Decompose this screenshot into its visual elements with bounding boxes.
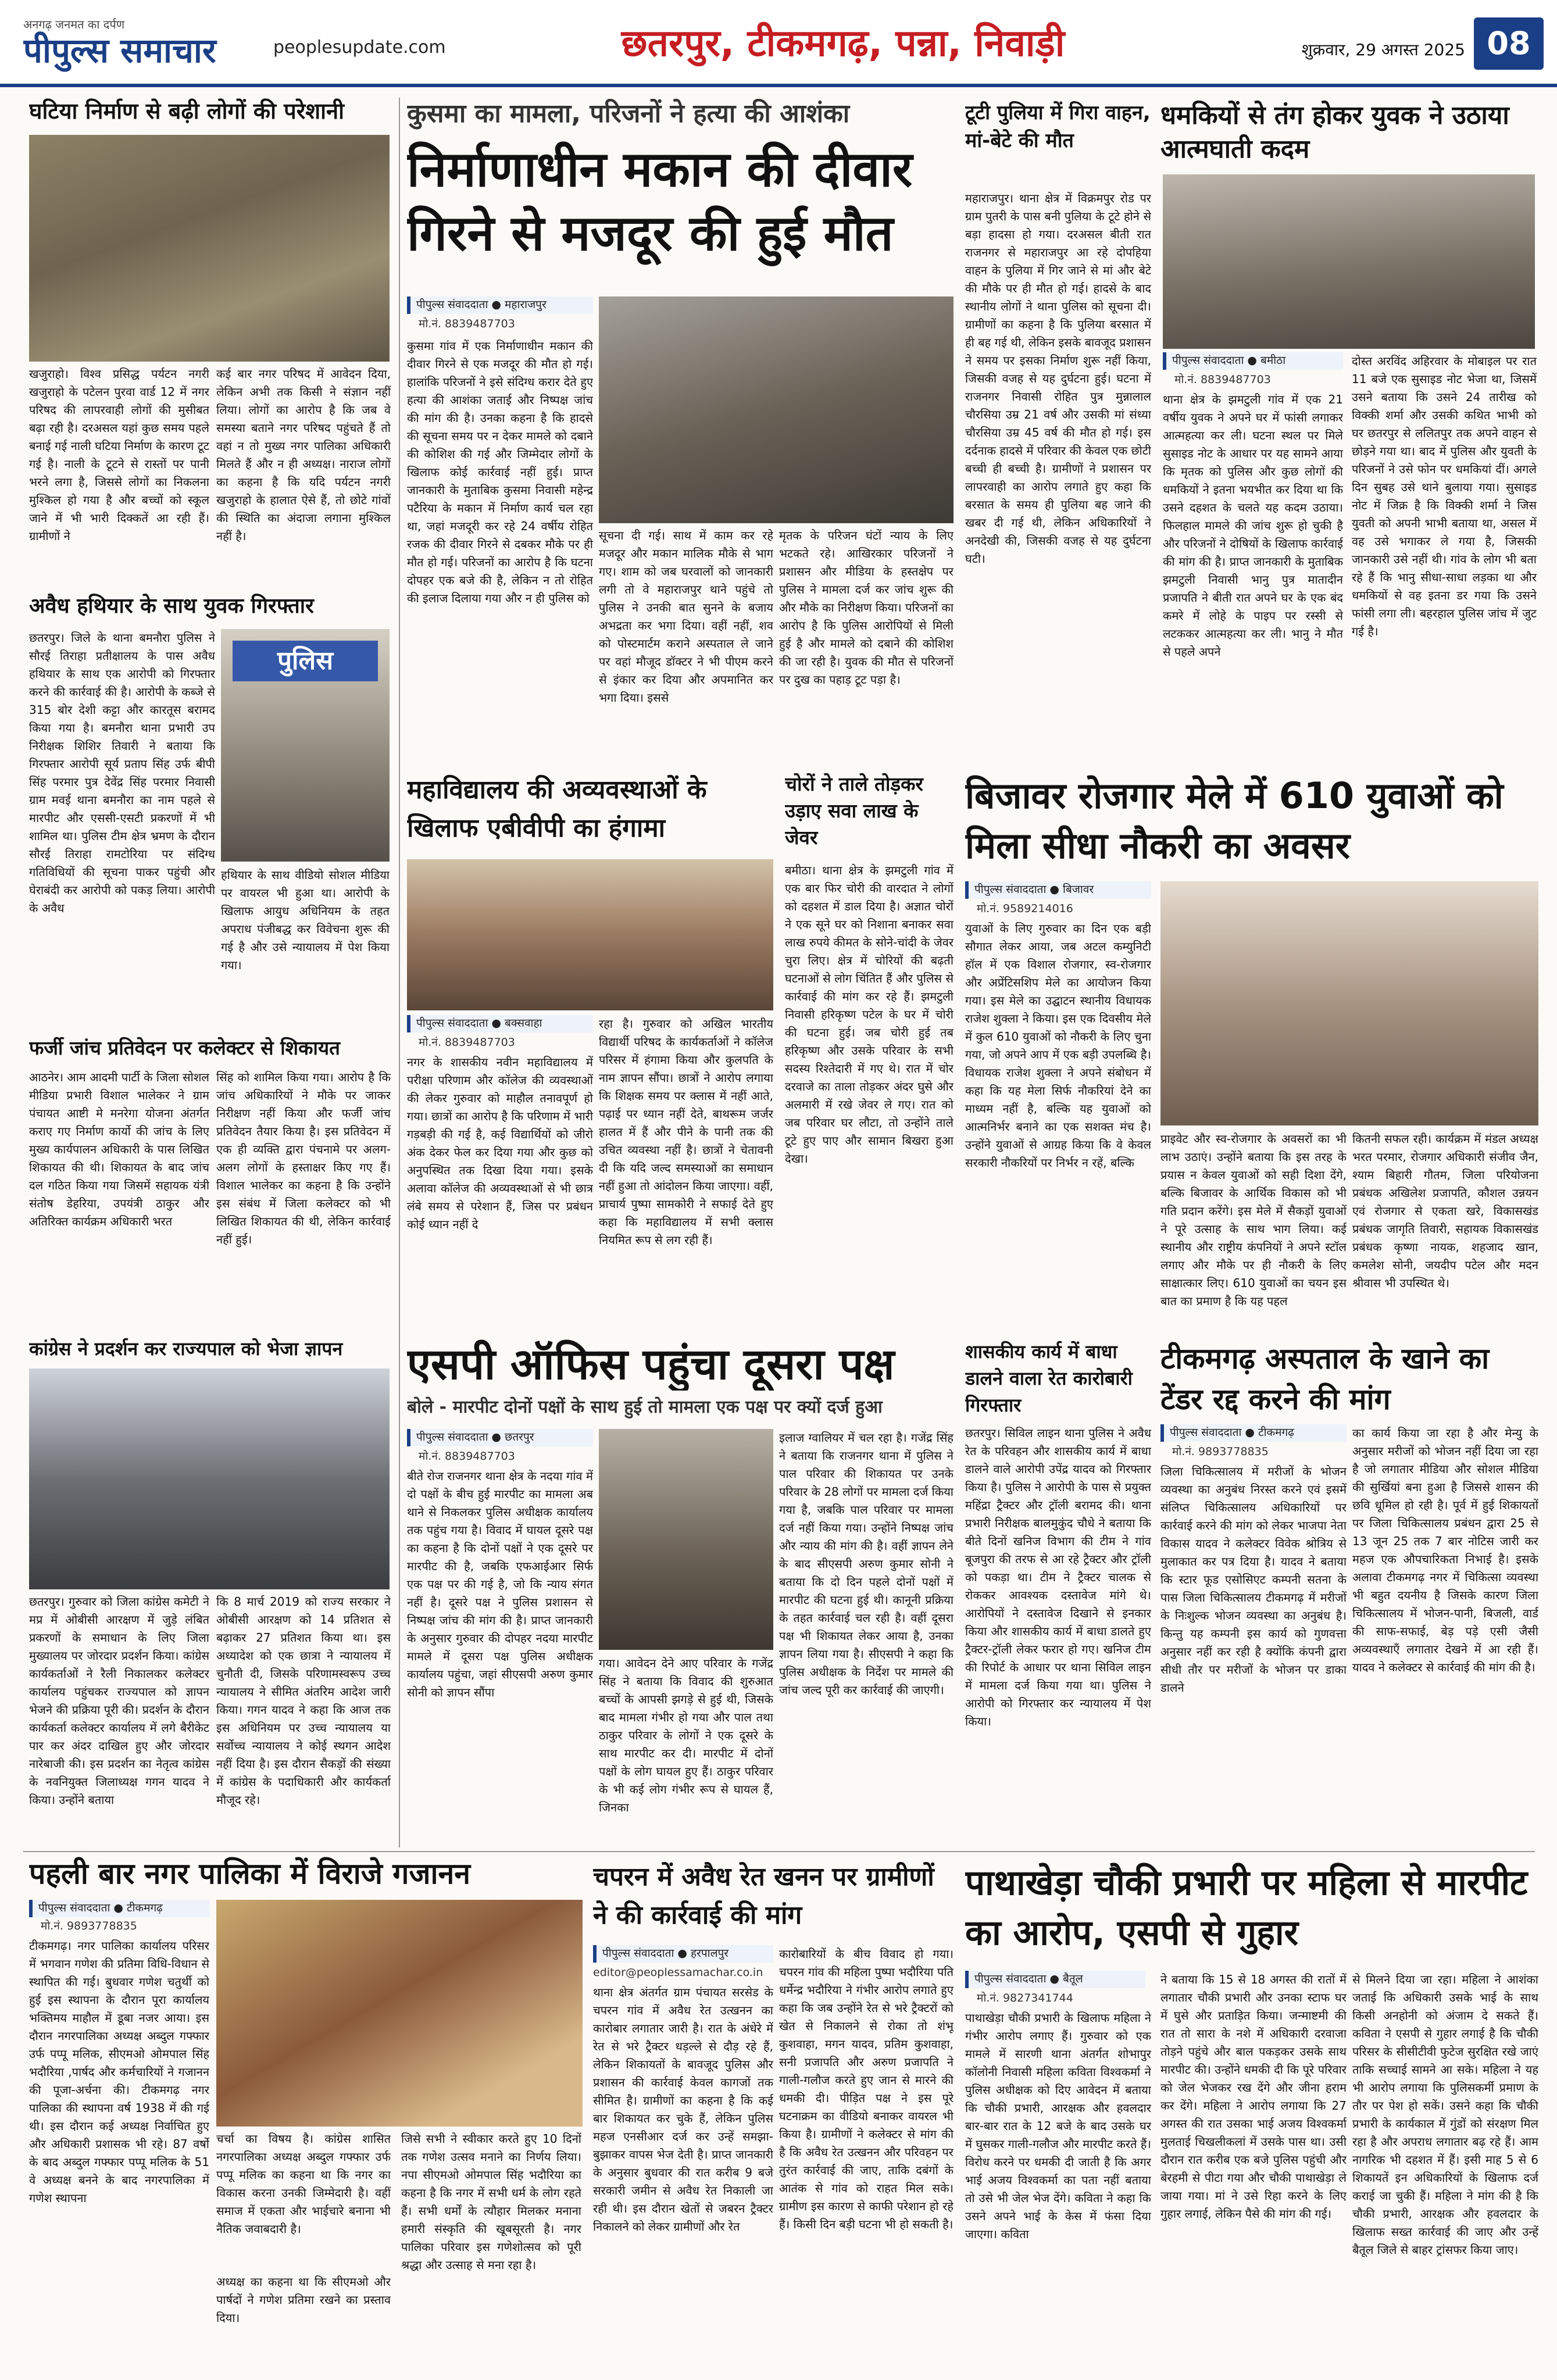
rojgar-photo <box>1160 881 1538 1125</box>
kusma-col3: मृतक के परिजन घंटों न्याय के लिए भटकते रहे। आखिरकार परिजनों ने प्रशासन और मीडिया के हस्तक्षेप पर पुलिस ने मामला दर्ज कर जांच शुरू की और मौके का निरीक्षण किया। परिजनों का आरोप है कि पुलिस आरोपियों से मिली हुई है और मामले को दबाने की कोशिश की जा रही है। युवक की मौत से परिजनों पर दुख का पहाड़ टूट पड़ा है। <box>779 528 954 687</box>
ganesh-col2: चर्चा का विषय है। कांग्रेस शासित नगरपालिका अध्यक्ष अब्दुल गफ्फार उर्फ पप्पू मलिक का कहना था कि नगर का विकास करना उनकी जिम्मेदारी है। वहीं समाज में एकता और भाईचारे बनाना भी नैतिक जवाबदारी है। <box>216 2132 391 2236</box>
abvp-headline: महाविद्यालय की अव्यवस्थाओं के खिलाफ एबीवीपी का हंगामा <box>407 775 707 843</box>
dhamki-photo <box>1163 174 1535 349</box>
section-title: छतरपुर, टीकमगढ़, पन्ना, निवाड़ी <box>621 22 1065 65</box>
chor-headline: चोरों ने ताले तोड़कर उड़ाए सवा लाख के जेवर <box>785 773 923 849</box>
aspatal-col2: का कार्य किया जा रहा है और मेन्यु के अनुसार मरीजों को भोजन नहीं दिया जा रहा है जो लगातार मीडिया और सोशल मीडिया की सुर्खियां बना हुआ है जिससे शासन की छवि धूमिल हो रही है। पूर्व में हुई शिकायतों पर जिला चिकित्सालय प्रबंधन द्वारा 25 से 13 जून 25 तक 7 बार नोटिस जारी कर महज एक औपचारिकता निभाई है। इसके अलावा टीकमगढ़ नगर में चिकित्सा व्यवस्था भी बहुत दयनीय है जिसके कारण जिला चिकित्सालय में भोजन-पानी, बिजली, वार्ड की साफ-सफाई, बेड़ पड़े एसी जैसी अव्यवस्थाएँ लगातार देखने में आ रही हैं। यादव ने कलेक्टर से कार्रवाई की मांग की है। <box>1352 1426 1538 1674</box>
ganesh-col3: जिसे सभी ने स्वीकार करते हुए 10 दिनों तक गणेश उत्सव मनाने का निर्णय लिया। नपा सीएमओ ओमपाल सिंह भदौरिया का कहना है कि नगर में सभी धर्म के लोग रहते हैं। सभी धर्मों के त्यौहार मिलकर मनाना हमारी संस्कृति की खूबसूरती है। नगर पालिका परिवार इस गणेशोत्सव को पूरी श्रद्धा और उत्साह से मना रहा है। <box>401 2132 581 2272</box>
aspatal-headline: टीकमगढ़ अस्पताल के खाने का टेंडर रद्द करने की मांग <box>1160 1342 1490 1416</box>
kusma-headline: निर्माणाधीन मकान की दीवार गिरने से मजदूर की हुई मौत <box>407 141 913 262</box>
pulia-col1: महाराजपुर। थाना क्षेत्र में विक्रमपुर रोड पर ग्राम पुतरी के पास बनी पुलिया के टूटे होने से बड़ा हादसा हो गया। दरअसल बीती रात राजनगर से महाराजपुर आ रहे दोपहिया वाहन के पुलिया में गिर जाने से मां और बेटे की मौके पर ही मौत हो गई। हादसे के बाद स्थानीय लोगों ने थाना पुलिस को सूचना दी। ग्रामीणों का कहना है कि पुलिया बरसात में ही बह गई थी, लेकिन इसके बावजूद प्रशासन ने समय पर इसका निर्माण शुरू नहीं किया, जिसकी वजह से यह दुर्घटना हुई। घटना में राजनगर निवासी रोहित पुत्र मुन्नालाल चौरसिया उम्र 21 वर्ष और उसकी मां संध्या चौरसिया उम्र 45 वर्ष की मौत हो गई। इस दर्दनाक हादसे में परिवार की केवल एक छोटी बच्ची ही बच्ची है। ग्रामीणों ने प्रशासन पर लापरवाही का आरोप लगाते हुए कहा कि बरसात के समय ही पुलिया बह जाने की खबर दी गई थी, लेकिन अधिकारियों ने अनदेखी की, जिसकी वजह से यह दुर्घटना घटी। <box>965 191 1151 566</box>
aspatal-col1: जिला चिकित्सालय में मरीजों के भोजन व्यवस्था का अनुबंध निरस्त करने एवं इसमें संलिप्त चिकित्सालय अधिकारियों पर कार्रवाई करने की मांग को लेकर भाजपा नेता विकास यादव ने कलेक्टर विवेक श्रोत्रिय से मुलाकात कर पत्र दिया है। यादव ने बताया कि स्टार फूड एसोसिएट कम्पनी सतना के पास जिला चिकित्सालय टीकमगढ़ में मरीजों के निःशुल्क भोजन व्यवस्था का अनुबंध है। किन्तु यह कम्पनी इस कार्य को गुणवत्ता अनुसार नहीं कर रही है क्योंकि कंपनी द्वारा सीधी तौर पर मरीजों के भोजन पर डाका डालने <box>1160 1464 1347 1695</box>
ret-headline: शासकीय कार्य में बाधा डालने वाला रेत कारोबारी गिरफ्तार <box>965 1341 1133 1416</box>
chapran-headline: चपरन में अवैध रेत खनन पर ग्रामीणों ने की कार्रवाई की मांग <box>593 1862 934 1930</box>
issue-date: शुक्रवार, 29 अगस्त 2025 <box>1301 40 1465 59</box>
ganesh-photo <box>216 1900 583 2127</box>
page-number: 08 <box>1474 17 1544 70</box>
kusma-mobile: मो.नं. 8839487703 <box>419 317 515 330</box>
ganesh-col1: टीकमगढ़। नगर पालिका कार्यालय परिसर में भगवान गणेश की प्रतिमा विधि-विधान से स्थापित की गई। बुधवार गणेश चतुर्थी को हुई इस स्थापना के दौरान पूरा कार्यालय भक्तिमय माहौल में डूबा नजर आया। इस दौरान नगरपालिका अध्यक्ष अब्दुल गफ्फार उर्फ पप्पू मलिक, सीएमओ ओमपाल सिंह भदौरिया ,पार्षद और कर्मचारियों ने गजानन की पूजा-अर्चना की। टीकमगढ़ नगर पालिका की स्थापना वर्ष 1938 में की गई थी। इस दौरान कई अध्यक्ष निर्वाचित हुए और अधिकारी प्रशासक भी रहे। 87 वर्षो के बाद अब्दुल गफ्फार पप्पू मलिक के 51 वे अध्यक्ष बनने के बाद नगरपालिका में गणेश स्थापना <box>29 1939 209 2205</box>
dhamki-mobile: मो.नं. 8839487703 <box>1174 373 1271 386</box>
kusma-kicker: कुसमा का मामला, परिजनों ने हत्या की आशंका <box>407 99 850 128</box>
sp-subhead: बोले - मारपीट दोनों पक्षों के साथ हुई तो मामला एक पक्ष पर क्यों दर्ज हुआ <box>407 1397 883 1417</box>
abvp-col-left: नगर के शासकीय नवीन महाविद्यालय में परीक्षा परिणाम और कॉलेज की व्यवस्थाओं की लेकर गुरुवार को माहौल तनावपूर्ण हो गया। छात्रों का आरोप है कि परिणाम में भारी गड़बड़ी की गई है, कई विद्यार्थियों को जीरो अंक देकर फेल कर दिया गया और कुछ को अनुपस्थित तक दिखा दिया गया। इसके अलावा कॉलेज की अव्यवस्थाओं से भी छात्र लंबे समय से परेशान हैं, जिस पर प्रबंधन कोई ध्यान नहीं दे <box>407 1055 593 1231</box>
aspatal-byline: पीपुल्स संवाददाता ● टीकमगढ़ <box>1160 1424 1347 1442</box>
newspaper-logo[interactable] <box>23 16 279 72</box>
kusma-photo <box>599 296 954 523</box>
kusma-col2: सूचना दी गई। साथ में काम कर रहे मजदूर और मकान मालिक मौके से भाग गए। शाम को जब घरवालों को जानकारी लगी तो वे महाराजपुर थाने पहुंचे तो पुलिस ने उनकी बात सुनने के बजाय अभद्रता कर भगा दिया। वहीं नहीं, शव को पोस्टमार्टम कराने अस्पताल ले जाने पर वहां मौजूद डॉक्टर ने भी पीएम करने से इंकार कर दिया और अपमानित कर भगा दिया। इससे <box>599 528 773 705</box>
abvp-col1: रहा है। गुरुवार को अखिल भारतीय विद्यार्थी परिषद के कार्यकर्ताओं ने कॉलेज परिसर में हंगामा किया और कुलपति के नाम ज्ञापन सौंपा। छात्रों ने आरोप लगाया कि शिक्षक समय पर क्लास में नहीं आते, पढ़ाई पर ध्यान नहीं देते, बाथरूम जर्जर हालत में हैं और पीने के पानी तक की उचित व्यवस्था नहीं है। छात्रों ने चेतावनी दी कि यदि जल्द समस्याओं का समाधान नहीं हुआ तो आंदोलन किया जाएगा। वहीं, प्राचार्य पुष्पा सामकोरी ने सफाई देते हुए कहा कि महाविद्यालय में सभी क्लास नियमित रूप से लग रही हैं। <box>599 1017 773 1247</box>
police-sign: पुलिस <box>233 641 378 681</box>
rojgar-col1: युवाओं के लिए गुरुवार का दिन एक बड़ी सौगात लेकर आया, जब अटल कम्युनिटी हॉल में एक विशाल रोजगार, स्व-रोजगार और अप्रेंटिसशिप मेले का आयोजन किया गया। इस मेले का उद्घाटन स्थानीय विधायक राजेश शुक्ला ने किया। इस एक दिवसीय मेले में कुल 610 युवाओं को नौकरी के लिए चुना गया, जो अपने आप में एक बड़ी उपलब्धि है। विधायक राजेश शुक्ला ने अपने संबोधन में कहा कि यह मेला सिर्फ नौकरियां देने का माध्यम नहीं है, बल्कि यह युवाओं को आत्मनिर्भर बनाने का एक सशक्त मंच है। उन्होंने युवाओं से आग्रह किया कि वे केवल सरकारी नौकरियों पर निर्भर न रहें, बल्कि <box>965 921 1151 1170</box>
dhamki-col2: दोस्त अरविंद अहिरवार के मोबाइल पर रात 11 बजे एक सुसाइड नोट भेजा था, जिसमें उसने बताया कि उसने 24 तारीख को विक्की शर्मा और उसकी कथित भाभी को घर छतरपुर से ललितपुर तक अपने वाहन से छोड़ने गया था। बाद में पुलिस और युवती के परिजनों ने उसे फोन पर धमकियां दीं। अगले दिन सुबह उसे थाने बुलाया गया। सुसाइड नोट में जिक्र है कि विक्की शर्मा ने जिस युवती को अपनी भाभी बताया था, असल में वह उसे भगाकर ले गया है, जिसकी जानकारी उसे नहीं थी। गांव के लोग भी बता रहे हैं कि भानु सीधा-साधा लड़का था और धमकियों से वह इतना डर गया कि उसने फांसी लगा ली। बहरहाल पुलिस जांच में जुट गई है। <box>1352 354 1537 638</box>
website-link[interactable]: peoplesupdate.com <box>273 37 446 58</box>
sp-photo <box>599 1429 773 1650</box>
kusma-col1: कुसमा गांव में एक निर्माणाधीन मकान की दीवार गिरने से एक मजदूर की मौत हो गई। हालांकि परिजनों ने इसे संदिग्ध करार देते हुए हत्या की आशंका जताई और निष्पक्ष जांच की मांग की है। उनका कहना है कि हादसे की सूचना समय पर न देकर मामले को दबाने की कोशिश की गई और जिम्मेदार लोगों के खिलाफ कोई कार्रवाई नहीं हुई। प्राप्त जानकारी के मुताबिक कुसमा निवासी महेन्द्र पटैरिया के मकान में निर्माण कार्य चल रहा था, जहां मजदूरी कर रहे 24 वर्षीय रोहित रजक की दीवार गिरने से दबकर मौके पर ही मौत हो गई। परिजनों का आरोप है कि घटना दोपहर एक बजे की है, लेकिन न तो रोहित की इलाज दिलाया गया और न ही पुलिस को <box>407 339 593 605</box>
ghatiya-headline: घटिया निर्माण से बढ़ी लोगों की परेशानी <box>29 98 344 124</box>
masthead <box>0 0 1557 87</box>
hathiyar-photo <box>221 629 390 862</box>
chapran-col2: कारोबारियों के बीच विवाद हो गया। चपरन गांव की महिला पुष्पा भदौरिया पति धर्मेन्द्र भदौरिया ने गंभीर आरोप लगाते हुए कहा कि जब उन्होंने रेत से भरे ट्रैक्टरों को खेत से निकालने से रोका तो शंभू कुशवाहा, मगन यादव, प्रतिम कुशवाहा, सनी प्रजापति और अरुण प्रजापति ने गाली-गलौज करते हुए जान से मारने की धमकी दी। पीड़ित पक्ष ने इस पूरे घटनाक्रम का वीडियो बनाकर वायरल भी किया है। ग्रामीणों ने कलेक्टर से मांग की है कि अवैध रेत उत्खनन और परिवहन पर तुरंत कार्रवाई की जाए, ताकि दबंगों के आतंक से गांव को राहत मिल सके। ग्रामीण इस कारण से काफी परेशान हो रहे हैं। किसी दिन बड़ी घटना भी हो सकती है। <box>779 1947 954 2231</box>
ret-col1: छतरपुर। सिविल लाइन थाना पुलिस ने अवैध रेत के परिवहन और शासकीय कार्य में बाधा डालने वाले आरोपी उपेंद्र यादव को गिरफ्तार किया है। पुलिस ने आरोपी के पास से प्रयुक्त महिंद्रा ट्रैक्टर और ट्रॉली बरामद की। थाना प्रभारी निरीक्षक बालमुकुंद चौधे ने बताया कि बीते दिनों खनिज विभाग की टीम ने गांव बूजपुरा की तरफ से आ रहे ट्रैक्टर और ट्रॉली को पकड़ा था। टीम ने ट्रैक्टर चालक से रोककर आवश्यक दस्तावेज मांगे थे। आरोपियों ने दस्तावेज दिखाने से इनकार किया और शासकीय कार्य में बाधा डालते हुए ट्रैक्टर-ट्रॉली लेकर फरार हो गए। खनिज टीम की रिपोर्ट के आधार पर थाना सिविल लाइन में मामला दर्ज किया गया था। पुलिस ने आरोपी को गिरफ्तार कर न्यायालय में पेश किया। <box>965 1426 1151 1728</box>
chapran-byline: पीपुल्स संवाददाता ● हरपालपुर <box>593 1945 773 1963</box>
abvp-byline: पीपुल्स संवाददाता ● बक्सवाहा <box>407 1015 593 1032</box>
pathakheda-col2: ने बताया कि 15 से 18 अगस्त की रातों में लगातार चौकी प्रभारी और उनका स्टाफ घर में घुसे और प्रताड़ित किया। जन्माष्टमी की रात तो सारा के नशे में अधिकारी दरवाजा तोड़ने पहुंचे और बाल पकड़कर उसके साथ मारपीट की। उन्होंने धमकी दी कि पूरे परिवार को जेल भेजकर रख देंगे और जीना हराम कर देंगे। महिला ने आरोप लगाया कि 27 अगस्त की रात उसका भाई अजय विश्वकर्मा मुलताई चिखलीकलां में उसके पास था। उसी दौरान रात करीब एक बजे पुलिस पहुंची और बेरहमी से पीटा गया और चौकी पाथाखेड़ा ले जाया गया। मां ने उसे रिहा करने के लिए गुहार लगाई, लेकिन पैसे की मांग की गई। <box>1160 1972 1347 2221</box>
pathakheda-byline: पीपुल्स संवाददाता ● बैतूल <box>965 1971 1145 1988</box>
abvp-photo <box>407 859 773 1010</box>
abvp-mobile: मो.नं. 8839487703 <box>419 1036 515 1049</box>
congress-col2: कि 8 मार्च 2019 को राज्य सरकार ने ओबीसी आरक्षण को 14 प्रतिशत से बढ़ाकर 27 प्रतिशत किया था। इस अध्यादेश को एक छात्रा ने न्यायालय में चुनौती दी, जिसके परिणामस्वरूप उच्च न्यायालय ने सीमित अंतरिम आदेश जारी किया। गगन यादव ने कहा कि आज तक इस अधिनियम पर उच्च न्यायालय या सर्वोच्च न्यायालय ने कोई स्थगन आदेश नहीं दिया है। इस दौरान सैकड़ों की संख्या में कांग्रेस के पदाधिकारी और कार्यकर्ता मौजूद रहे। <box>216 1595 391 1807</box>
chapran-col1: थाना क्षेत्र अंतर्गत ग्राम पंचायत सरसेड के चपरन गांव में अवैध रेत उत्खनन का कारोबार लगातार जारी है। रात के अंधेरे में रेत से भरे ट्रैक्टर धड़ल्ले से दौड़ रहे हैं, लेकिन शिकायतों के बावजूद पुलिस और प्रशासन की कार्रवाई केवल कागजों तक सीमित है। ग्रामीणों का कहना है कि कई बार शिकायत कर चुके हैं, लेकिन पुलिस महज एनसीआर दर्ज कर उन्हें समझा-बुझाकर वापस भेज देती है। प्राप्त जानकारी के अनुसार बुधवार की रात करीब 9 बजे सरकारी जमीन से अवैध रेत निकाली जा रही थी। इस दौरान खेतों से जबरन ट्रैक्टर निकालने को लेकर ग्रामीणों और रेत <box>593 1985 773 2234</box>
congress-photo <box>29 1368 390 1589</box>
rojgar-col3: कितनी सफल रही। कार्यक्रम में मंडल अध्यक्ष भरत परमार, रोजगार अधिकारी संजीव जैन, श्याम बिहारी गौतम, जिला परियोजना प्रबंधक अखिलेश प्रजापति, कौशल उन्नयन एवं रोजगार से एकता खरे, विकासखंड प्रबंधक जागृति तिवारी, सहायक विकासखंड प्रबंधक कृष्णा नायक, शहजाद खान, कमलेश सोनी, जयदीप पटेल और मदन श्रीवास भी उपस्थित थे। <box>1352 1132 1538 1290</box>
logo-tagline: अनगढ़ जनमत का दर्पण <box>23 17 125 31</box>
farji-col1: आठनेर। आम आदमी पार्टी के जिला सोशल मीडिया प्रभारी विशाल भालेकर ने ग्राम पंचायत आष्टी मे मनरेगा योजना अंतर्गत कराए गए निर्माण कार्यो की जांच के लिए मुख्य कार्यपालन अधिकारी के पास लिखित शिकायत की थी। शिकायत के बाद जांच दल गठित किया गया जिसमें सहायक यंत्री संतोष डेहरिया, उपयंत्री ठाकुर और अतिरिक्त कार्यक्रम अधिकारी भरत <box>29 1070 209 1228</box>
column-rule <box>399 98 400 1847</box>
ghatiya-col1: खजुराहो। विश्व प्रसिद्ध पर्यटन नगरी खजुराहो के पटेलन पुरवा वार्ड 12 में नगर परिषद की लापरवाही लोगों की मुसीबत बढ़ा रही है। दरअसल यहां कुछ समय पहले बनाई गई नाली घटिया निर्माण के कारण टूट गई है। नाली के टूटने से रास्तों पर पानी भरने लगा है, जिससे लोगों का निकलना मुश्किल हो गया है और बच्चों को स्कूल जाने में भी भारी दिक्कतें आ रही हैं। ग्रामीणों ने <box>29 367 209 543</box>
hathiyar-headline: अवैध हथियार के साथ युवक गिरफ्तार <box>29 594 314 618</box>
ghatiya-photo <box>29 135 390 362</box>
sp-byline: पीपुल्स संवाददाता ● छतरपुर <box>407 1429 593 1446</box>
logo-text: पीपुल्स समाचार <box>23 31 216 70</box>
sp-mobile: मो.नं. 8839487703 <box>419 1450 515 1463</box>
row-rule <box>23 1851 1535 1852</box>
pulia-headline: टूटी पुलिया में गिरा वाहन, मां-बेटे की मौत <box>965 101 1151 152</box>
sp-col2: गया। आवेदन देने आए परिवार के गजेंद्र सिंह ने बताया कि विवाद की शुरुआत बच्चों के आपसी झगड़े से हुई थी, जिसके बाद मामला गंभीर हो गया और पाल तथा ठाकुर परिवार के लोगों ने एक दूसरे के साथ मारपीट कर दी। मारपीट में दोनों पक्षों के लोग घायल हुए हैं। ठाकुर परिवार के भी कई लोग गंभीर रूप से घायल हैं, जिनका <box>599 1656 773 1814</box>
sp-headline: एसपी ऑफिस पहुंचा दूसरा पक्ष <box>407 1339 895 1389</box>
aspatal-mobile: मो.नं. 9893778835 <box>1172 1445 1269 1458</box>
rojgar-headline: बिजावर रोजगार मेले में 610 युवाओं को मिला सीधा नौकरी का अवसर <box>965 774 1504 867</box>
dhamki-col1: थाना क्षेत्र के झमटुली गांव में एक 21 वर्षीय युवक ने अपने घर में फांसी लगाकर आत्महत्या कर ली। घटना स्थल पर मिले सुसाइड नोट के आधार पर यह सामने आया कि मृतक को पुलिस और कुछ लोगों की धमकियों ने इतना भयभीत कर दिया था कि उसने दहशत के चलते यह कदम उठाया। फिलहाल मामले की जांच शुरू हो चुकी है और परिजनों ने दोषियों के खिलाफ कार्रवाई की मांग की है। प्राप्त जानकारी के मुताबिक झमटुली निवासी भानु पुत्र मातादीन प्रजापति ने बीती रात अपने घर के एक बंद कमरे में लोहे के पाइप पर रस्सी से लटककर आत्महत्या कर ली। भानु ने मौत से पहले अपने <box>1163 392 1343 659</box>
chor-col1: बमीठा। थाना क्षेत्र के झमटुली गांव में एक बार फिर चोरी की वारदात ने लोगों को दहशत में डाल दिया है। अज्ञात चोरों ने एक सूने घर को निशाना बनाकर सवा लाख रुपये कीमत के सोने-चांदी के जेवर चुरा लिए। क्षेत्र में चोरियों की बढ़ती घटनाओं से लोग चिंतित हैं और पुलिस से कार्रवाई की मांग कर रहे हैं। झमटुली निवासी हरिकृष्ण पटेल के घर में चोरी की घटना हुई। जब चोरी हुई तब हरिकृष्ण और उसके परिवार के सभी सदस्य रिश्तेदारी में गए थे। रात में चोर दरवाजे का ताला तोड़कर अंदर घुसे और अलमारी में रखे जेवर ले गए। रात को जब परिवार घर लौटा, तो उन्होंने ताले टूटे हुए पाए और सामान बिखरा हुआ देखा। <box>785 863 954 1166</box>
pathakheda-mobile: मो.नं. 9827341744 <box>977 1992 1073 2004</box>
rojgar-mobile: मो.नं. 9589214016 <box>977 902 1073 915</box>
ganesh-headline: पहली बार नगर पालिका में विराजे गजानन <box>29 1857 470 1891</box>
ganesh-col2b: अध्यक्ष का कहना था कि सीएमओ और पार्षदों ने गणेश प्रतिमा रखने का प्रस्ताव दिया। <box>216 2275 391 2325</box>
dhamki-headline: धमकियों से तंग होकर युवक ने उठाया आत्मघाती कदम <box>1160 101 1509 164</box>
congress-col1: छतरपुर। गुरुवार को जिला कांग्रेस कमेटी ने मप्र में ओबीसी आरक्षण में जुड़े लंबित प्रकरणों के समाधान के लिए जिला मुख्यालय पर जोरदार प्रदर्शन किया। कांग्रेस कार्यकर्ताओं ने रैली निकालकर कलेक्टर कार्यालय पहुंचकर राज्यपाल को ज्ञापन भेजने की प्रक्रिया पूरी की। प्रदर्शन के दौरान कार्यकर्ता कलेक्टर कार्यालय में लगे बैरीकेट पार कर अंदर दाखिल हुए और जोरदार नारेबाजी की। इस प्रदर्शन का नेतृत्व कांग्रेस के नवनियुक्त जिलाध्यक्ष गगन यादव ने किया। उन्होंने बताया <box>29 1595 209 1807</box>
pathakheda-headline: पाथाखेड़ा चौकी प्रभारी पर महिला से मारपीट का आरोप, एसपी से गुहार <box>965 1863 1528 1953</box>
ghatiya-col2: कई बार नगर परिषद में आवेदन दिया, लेकिन अभी तक किसी ने संज्ञान नहीं लिया। लोगों का आरोप है कि जब वे समस्या बताने नगर परिषद पहुंचते हैं तो वहां न तो मुख्य नगर पालिका अधिकारी मिलते हैं और न ही अध्यक्ष। नाराज लोगों का कहना है कि यदि पर्यटन नगरी खजुराहो के हालात ऐसे हैं, तो छोटे गांवों की स्थिति का अंदाजा लगाना मुश्किल नहीं है। <box>216 367 391 543</box>
ganesh-mobile: मो.नं. 9893778835 <box>41 1920 137 1932</box>
congress-headline: कांग्रेस ने प्रदर्शन कर राज्यपाल को भेजा ज्ञापन <box>29 1338 343 1360</box>
rojgar-col2: प्राइवेट और स्व-रोजगार के अवसरों का भी लाभ उठाएं। उन्होंने बताया कि इस तरह के प्रयास न केवल युवाओं को सही दिशा देंगे, बल्कि बिजावर के आर्थिक विकास को भी गति प्रदान करेंगे। इस मेले में सैकड़ों युवाओं ने पूरे उत्साह के साथ भाग लिया। कई स्थानीय और राष्ट्रीय कंपनियों ने अपने स्टॉल लगाए और मौके पर ही नौकरी के लिए साक्षात्कार लिए। 610 युवाओं का चयन इस बात का प्रमाण है कि यह पहल <box>1160 1132 1347 1308</box>
sp-col1: बीते रोज राजनगर थाना क्षेत्र के नदया गांव में दो पक्षों के बीच हुई मारपीट का मामला अब थाने से निकलकर पुलिस अधीक्षक कार्यालय तक पहुंच गया है। विवाद में घायल दूसरे पक्ष का कहना है कि दोनों पक्षों ने एक दूसरे पर मारपीट की है, जबकि एफआईआर सिर्फ एक पक्ष पर की गई है, जो कि न्याय संगत नहीं है। दूसरे पक्ष ने पुलिस प्रशासन से निष्पक्ष जांच की मांग की है। प्राप्त जानकारी के अनुसार गुरुवार की दोपहर नदया मारपीट मामले में दूसरा पक्ष पुलिस अधीक्षक कार्यालय पहुंचा, जहां सीएसपी अरुण कुमार सोनी को ज्ञापन सौंपा <box>407 1469 593 1699</box>
chapran-email[interactable]: editor@peoplessamachar.co.in <box>593 1966 763 1979</box>
farji-col2: सिंह को शामिल किया गया। आरोप है कि जांच अधिकारियों ने मौके पर जाकर निरीक्षण नहीं किया और फर्जी जांच प्रतिवेदन तैयार किया है। इस प्रतिवेदन में एक ही व्यक्ति द्वारा पंचनामे पर अलग-अलग लोगों के हस्ताक्षर किए गए हैं। विशाल भालेकर का कहना है कि उन्होंने इस संबंध में जिला कलेक्टर को भी लिखित शिकायत की थी, लेकिन कार्रवाई नहीं हुई। <box>216 1070 391 1246</box>
ganesh-byline: पीपुल्स संवाददाता ● टीकमगढ़ <box>29 1900 209 1917</box>
pathakheda-col1: पाथाखेड़ा चौकी प्रभारी के खिलाफ महिला ने गंभीर आरोप लगाए हैं। गुरुवार को एक मामले में सारणी थाना अंतर्गत शोभापुर कॉलोनी निवासी महिला कविता विश्वकर्मा ने पुलिस अधीक्षक को दिए आवेदन में बताया कि चौकी प्रभारी, आरक्षक और हवलदार बार-बार रात के 12 बजे के बाद उसके घर में घुसकर गाली-गलौज और मारपीट करते हैं। विरोध करने पर धमकी दी जाती है कि अगर भाई अजय विश्वकर्मा का पता नहीं बताया तो उसे भी जेल भेज देंगे। कविता ने कहा कि उसने अपने भाई के केस में फंसा दिया जाएगा। कविता <box>965 2011 1151 2241</box>
hathiyar-col1: छतरपुर। जिले के थाना बमनौरा पुलिस ने सौरई तिराहा प्रतीक्षालय के पास अवैध हथियार के साथ एक आरोपी को गिरफ्तार करने की कार्रवाई की है। आरोपी के कब्जे से 315 बोर देशी कट्टा और कारतूस बरामद किया गया है। बमनौरा थाना प्रभारी उप निरीक्षक शिशिर तिवारी ने बताया कि गिरफ्तार आरोपी सूर्य प्रताप सिंह उर्फ बीपी सिंह परमार पुत्र देवेंद्र सिंह परमार निवासी ग्राम मवई थाना बमनौरा का नाम पहले से मारपीट और एससी-एसटी प्रकरणों में भी शामिल था। पुलिस टीम क्षेत्र भ्रमण के दौरान सौरई तिराहा रामटोरिया पर संदिग्ध गतिविधियों की सूचना पाकर पहुंची और घेराबंदी कर आरोपी को पकड़ लिया। आरोपी के अवैध <box>29 631 215 915</box>
rojgar-byline: पीपुल्स संवाददाता ● बिजावर <box>965 881 1151 899</box>
kusma-byline: पीपुल्स संवाददाता ● महाराजपुर <box>407 296 593 314</box>
hathiyar-caption: हथियार के साथ वीडियो सोशल मीडिया पर वायरल भी हुआ था। आरोपी के खिलाफ आयुध अधिनियम के तहत अपराध पंजीबद्ध कर विवेचना शुरू की गई है और उसे न्यायालय में पेश किया गया। <box>221 868 390 972</box>
farji-headline: फर्जी जांच प्रतिवेदन पर कलेक्टर से शिकायत <box>29 1037 340 1059</box>
pathakheda-col3: से मिलने दिया जा रहा। महिला ने आशंका जताई कि अधिकारी उसके भाई के साथ किसी अनहोनी को अंजाम दे सकते हैं। कविता ने एसपी से गुहार लगाई है कि चौकी परिसर के सीसीटीवी फुटेज सुरक्षित रखे जाएं ताकि सच्चाई सामने आ सके। महिला ने यह भी आरोप लगाया कि पुलिसकर्मी प्रमाण के तौर पर पेश हो सकें। उसने कहा कि चौकी प्रभारी के कार्यकाल में गुंडों को संरक्षण मिल रहा है और अपराध लगातार बढ़ रहे हैं। आम नागरिक भी दहशत में हैं। इसी माह 5 से 6 शिकायतें इन अधिकारियों के खिलाफ दर्ज कराई जा चुकी हैं। महिला ने मांग की है कि चौकी प्रभारी, आरक्षक और हवलदार के खिलाफ सख्त कार्रवाई की जाए और उन्हें बैतूल जिले से बाहर ट्रांसफर किया जाए। <box>1352 1972 1538 2257</box>
dhamki-byline: पीपुल्स संवाददाता ● बमीठा <box>1163 352 1343 370</box>
sp-col3: इलाज ग्वालियर में चल रहा है। गजेंद्र सिंह ने बताया कि राजनगर थाना में पुलिस ने पाल परिवार की शिकायत पर उनके परिवार के 28 लोगों पर मामला दर्ज किया गया है, जबकि पाल परिवार पर मामला दर्ज नहीं किया गया। उन्होंने निष्पक्ष जांच और न्याय की मांग की है। वहीं ज्ञापन लेने के बाद सीएसपी अरुण कुमार सोनी ने बताया कि दो दिन पहले दोनों पक्षों में मारपीट की घटना हुई थी। कानूनी प्रक्रिया के तहत कार्रवाई चल रही है। वहीं दूसरा पक्ष भी शिकायत लेकर आया है, उनका ज्ञापन लिया गया है। सीएसपी ने कहा कि पुलिस अधीक्षक के निर्देश पर मामले की जांच जल्द पूरी कर कार्रवाई की जाएगी। <box>779 1431 954 1697</box>
